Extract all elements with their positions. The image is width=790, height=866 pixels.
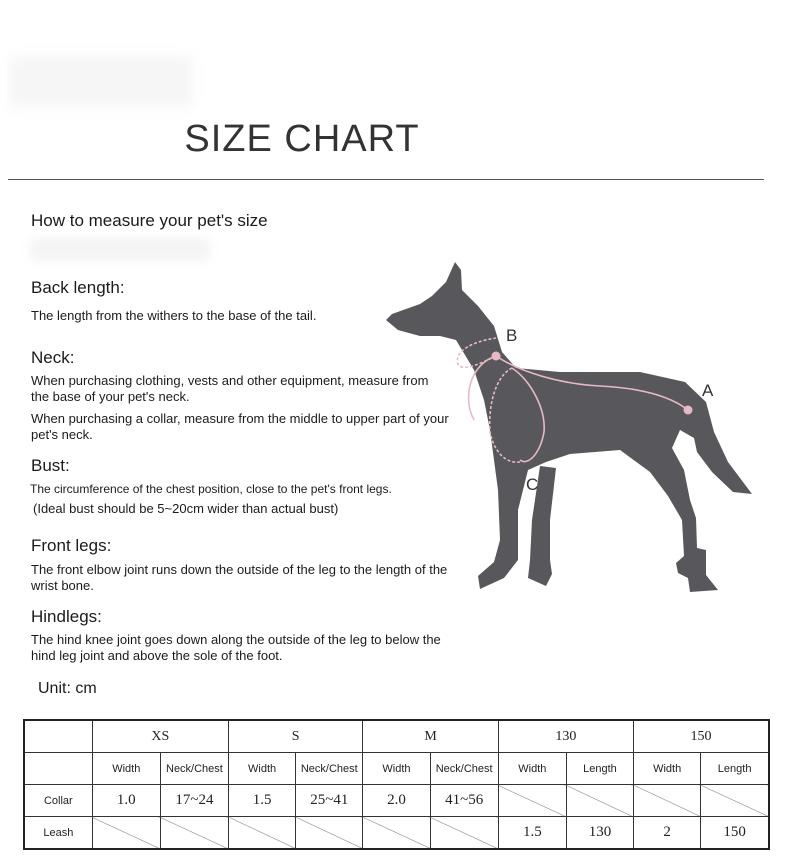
- section-text-neck-2: When purchasing a collar, measure from the middle to upper part of your pet's neck.: [31, 411, 449, 442]
- empty-cell: [363, 817, 430, 850]
- group-header: S: [229, 720, 363, 753]
- table-cell: 41~56: [430, 785, 498, 817]
- table-cell: 1.5: [229, 785, 296, 817]
- row-label: Collar: [24, 785, 92, 817]
- section-heading-hindlegs: Hindlegs:: [31, 607, 102, 626]
- group-header: 130: [498, 720, 633, 753]
- table-cell: 2.0: [363, 785, 430, 817]
- group-header: 150: [634, 720, 769, 753]
- table-cell: 130: [566, 817, 633, 850]
- empty-cell: [430, 817, 498, 850]
- label-a: A: [702, 381, 714, 400]
- table-cell: 25~41: [296, 785, 363, 817]
- empty-cell: [566, 785, 633, 817]
- table-corner-cell: [24, 720, 92, 753]
- page-title: SIZE CHART: [184, 118, 420, 160]
- blurred-text-area: [30, 238, 210, 260]
- dog-silhouette: [386, 262, 752, 592]
- empty-cell: [160, 817, 228, 850]
- subheader-cell: Neck/Chest: [430, 753, 498, 785]
- point-b-marker: [492, 352, 501, 361]
- table-row-leash: [24, 817, 769, 850]
- measure-subtitle: How to measure your pet's size: [31, 211, 268, 230]
- size-table: [23, 719, 770, 850]
- section-text-hindlegs: The hind knee joint goes down along the outside of the leg to below the hind leg joint and above the sole of the foot.: [31, 632, 441, 663]
- section-text-front-legs: The front elbow joint runs down the outside of the leg to the length of the wrist bone.: [31, 562, 448, 593]
- blurred-logo-area: [10, 56, 192, 108]
- subheader-cell: Width: [634, 753, 701, 785]
- empty-cell: [634, 785, 701, 817]
- section-text-neck-1: When purchasing clothing, vests and other equipment, measure from the base of your pet's neck.: [31, 373, 429, 404]
- section-heading-back-length: Back length:: [31, 278, 125, 297]
- subheader-cell: Length: [701, 753, 769, 785]
- table-cell: 17~24: [160, 785, 228, 817]
- label-b: B: [506, 326, 518, 345]
- table-cell: 1.0: [92, 785, 160, 817]
- section-text-bust-2: (Ideal bust should be 5~20cm wider than actual bust): [33, 501, 339, 516]
- point-a-marker: [684, 406, 693, 415]
- table-cell: 150: [701, 817, 769, 850]
- row-label: Leash: [24, 817, 92, 850]
- unit-label: Unit: cm: [38, 680, 97, 697]
- table-row-collar: [24, 785, 769, 817]
- section-text-back-length: The length from the withers to the base of the tail.: [31, 308, 317, 323]
- subheader-cell: Neck/Chest: [160, 753, 228, 785]
- empty-cell: [296, 817, 363, 850]
- section-heading-neck: Neck:: [31, 348, 75, 367]
- group-header: XS: [92, 720, 228, 753]
- empty-cell: [229, 817, 296, 850]
- title-divider: [8, 179, 764, 180]
- dog-measurement-diagram: [380, 255, 760, 600]
- table-group-header-row: [24, 720, 769, 753]
- table-cell: 2: [634, 817, 701, 850]
- group-header: M: [363, 720, 498, 753]
- empty-cell: [498, 785, 566, 817]
- subheader-cell: Neck/Chest: [296, 753, 363, 785]
- empty-cell: [701, 785, 769, 817]
- subheader-cell: Width: [363, 753, 430, 785]
- subheader-cell: Length: [566, 753, 633, 785]
- label-c: C: [526, 475, 539, 494]
- empty-cell: [92, 817, 160, 850]
- subheader-cell: Width: [229, 753, 296, 785]
- table-cell: 1.5: [498, 817, 566, 850]
- table-subheader-row: [24, 753, 769, 785]
- section-text-bust-1: The circumference of the chest position, close to the pet's front legs.: [30, 482, 392, 496]
- table-corner-cell: [24, 753, 92, 785]
- subheader-cell: Width: [92, 753, 160, 785]
- subheader-cell: Width: [498, 753, 566, 785]
- section-heading-bust: Bust:: [31, 456, 70, 475]
- section-heading-front-legs: Front legs:: [31, 536, 112, 555]
